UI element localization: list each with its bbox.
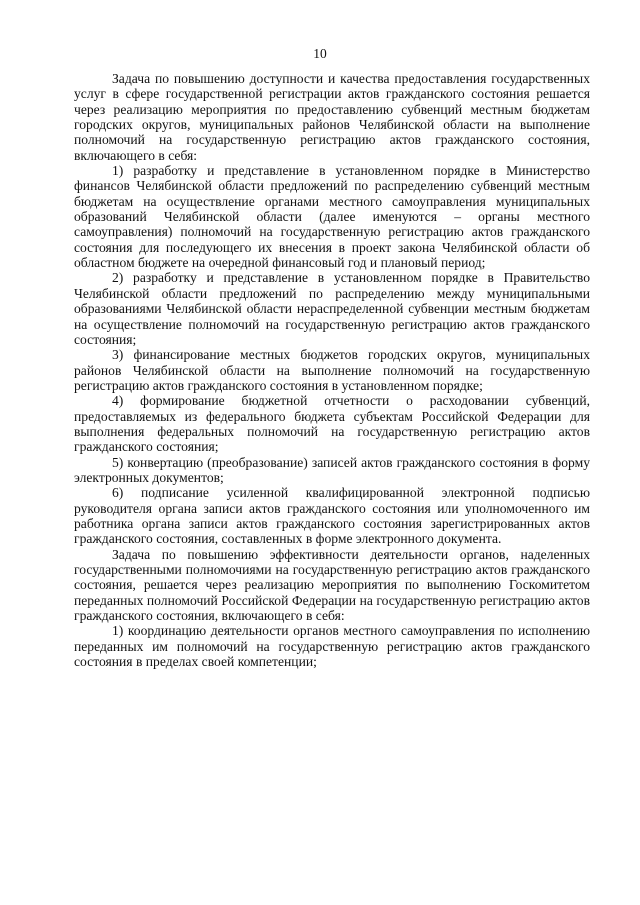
paragraph-item-2-distribution: 2) разработку и представление в установленном порядке в Правительство Челябинской области предложений по распределению между муниципальными образованиями Челябинской области нераспределенной субвенции местным бюджетам на осуществление полномочий на государственную регистрацию актов гражданского состояния; <box>74 270 590 347</box>
document-body <box>74 71 590 669</box>
paragraph-item-5-conversion: 5) конвертацию (преобразование) записей актов гражданского состояния в форму электронных документов; <box>74 454 590 485</box>
paragraph-task-availability: Задача по повышению доступности и качества предоставления государственных услуг в сфере государственной регистрации актов гражданского состояния решается через реализацию мероприятия по предоставлению субвенций местным бюджетам городских округов, муниципальных районов Челябинской области на выполнение полномочий на государственную регистрацию актов гражданского состояния, включающего в себя: <box>74 71 590 163</box>
page-number: 10 <box>313 46 327 61</box>
paragraph-item-1-coordination: 1) координацию деятельности органов местного самоуправления по исполнению переданных им полномочий на государственную регистрацию актов гражданского состояния в пределах своей компетенции; <box>74 623 590 670</box>
paragraph-item-1-proposals: 1) разработку и представление в установленном порядке в Министерство финансов Челябинской области предложений по распределению субвенций местным бюджетам на осуществление органами местного самоуправления муниципальных образований Челябинской области (далее именуются – органы местного самоуправления) полномочий на государственную регистрацию актов гражданского состояния для последующего их внесения в проект закона Челябинской области об областном бюджете на очередной финансовый год и плановый период; <box>74 163 590 271</box>
paragraph-task-efficiency: Задача по повышению эффективности деятельности органов, наделенных государственными полномочиями на государственную регистрацию актов гражданского состояния, решается через реализацию мероприятия по выполнению Госкомитетом переданных полномочий Российской Федерации на государственную регистрацию актов гражданского состояния, включающего в себя: <box>74 546 590 624</box>
paragraph-item-4-reporting: 4) формирование бюджетной отчетности о расходовании субвенций, предоставляемых из федерального бюджета субъектам Российской Федерации для выполнения федеральных полномочий на государственную регистрацию актов гражданского состояния; <box>74 393 590 455</box>
paragraph-item-6-signing: 6) подписание усиленной квалифицированной электронной подписью руководителя органа записи актов гражданского состояния или уполномоченного им работника органа записи актов гражданского состояния зарегистрированных актов гражданского состояния, составленных в форме электронного документа. <box>74 485 590 547</box>
paragraph-item-3-financing: 3) финансирование местных бюджетов городских округов, муниципальных районов Челябинской области на выполнение полномочий на государственную регистрацию актов гражданского состояния в установленном порядке; <box>74 347 590 393</box>
